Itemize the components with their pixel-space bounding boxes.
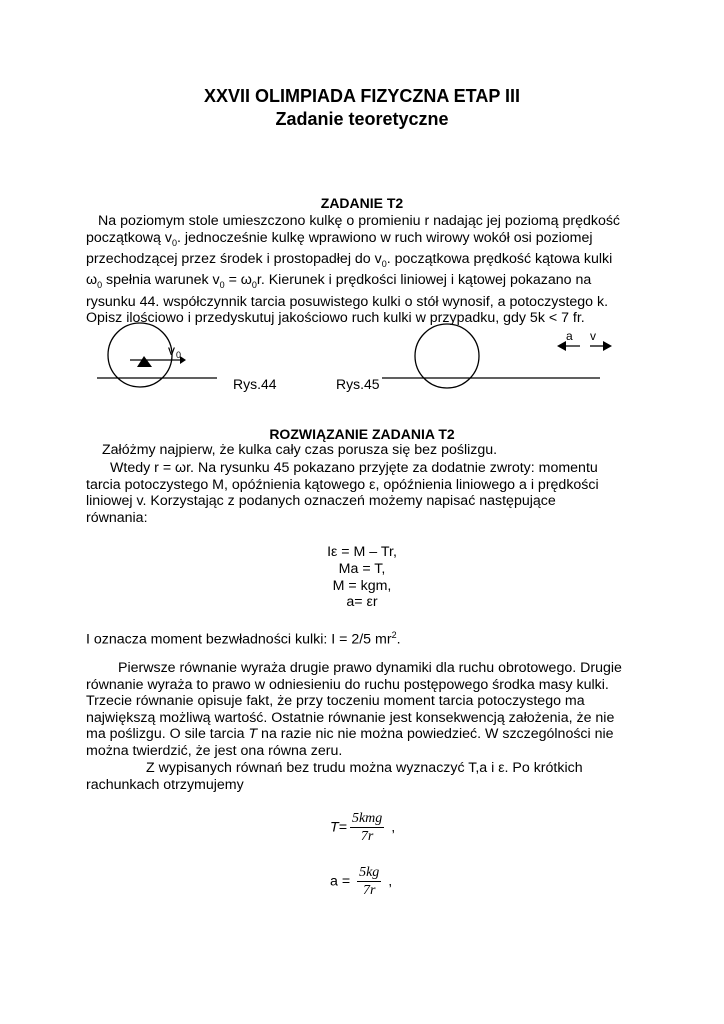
equations-block bbox=[0, 544, 724, 611]
figure-44-caption: Rys.44 bbox=[233, 376, 277, 392]
velocity-label-sub: 0 bbox=[176, 350, 182, 360]
task-line-6: Opisz ilościowo i przedyskutuj jakościowo ruch kulki w przypadku, gdy 5k < 7 fr. bbox=[86, 310, 585, 327]
solution-paragraph-3 bbox=[86, 660, 638, 760]
task-line-2: początkową $v_0$. jednocześnie kulkę wprawiono w ruch wirowy wokół osi poziomej bbox=[86, 229, 593, 248]
velocity-label-45: v bbox=[590, 329, 596, 343]
center-marker-triangle bbox=[137, 356, 152, 367]
p3-line-1: Pierwsze równanie wyraża drugie prawo dynamiki dla ruchu obrotowego. Drugie bbox=[118, 660, 622, 676]
task-line-4: $\omega_0$ spełnia warunek $v_0 = \omega_0r$. Kierunek i prędkości liniowej i kątowej pokazano na bbox=[86, 272, 592, 291]
solution-paragraph-2 bbox=[86, 460, 638, 526]
equation-1: Iε = M – Tr, bbox=[327, 544, 397, 560]
equation-2: Ma = T, bbox=[338, 560, 386, 577]
p3-line-2: równanie wyraża to prawo w odniesieniu do ruchu postępowego środka masy kulki. bbox=[86, 676, 609, 693]
velocity-arrowhead-45 bbox=[603, 341, 612, 351]
p3-line-4: największą możliwą wartość. Ostatnie równanie jest konsekwencją założenia, że nie bbox=[86, 709, 615, 726]
p2-line-4: równania: bbox=[86, 509, 148, 526]
solution-intro: Załóżmy najpierw, że kulka cały czas porusza się bez poślizgu. bbox=[102, 442, 498, 458]
p3-line-6: można twierdzić, że jest ona równa zeru. bbox=[86, 742, 343, 759]
task-line-1: Na poziomym stole umieszczono kulkę o promieniu r nadając jej poziomą prędkość bbox=[98, 213, 621, 229]
equation-3: M = kgm, bbox=[332, 577, 392, 594]
equation-4: a= εr bbox=[346, 594, 378, 611]
acceleration-label: a bbox=[566, 329, 573, 343]
p2-line-1: Wtedy r = ωr. Na rysunku 45 pokazano przyjęte za dodatnie zwroty: momentu bbox=[110, 460, 598, 476]
task-line-5: rysunku 44. współczynnik tarcia posuwistego kulki o stół wynosif, a potoczystego k. bbox=[86, 293, 609, 310]
velocity-label: v bbox=[168, 342, 175, 358]
solution-paragraph-4 bbox=[86, 760, 638, 793]
task-line-3: przechodzącej przez środek i prostopadłej do $v_0$. początkowa prędkość kątowa kulki bbox=[86, 251, 613, 269]
p3-line-3: Trzecie równanie opisuje fakt, że przy toczeniu moment tarcia potoczystego ma bbox=[86, 693, 585, 710]
result-T-formula: T= $\frac{\text{5kmg}}{7r}$ , bbox=[330, 811, 396, 844]
solution-heading: ROZWIĄZANIE ZADANIA T2 bbox=[269, 426, 455, 442]
acceleration-arrowhead bbox=[557, 341, 566, 351]
document-subtitle: Zadanie teoretyczne bbox=[275, 109, 449, 129]
document-title: XXVII OLIMPIADA FIZYCZNA ETAP III bbox=[203, 86, 521, 106]
moment-of-inertia-line: I oznacza moment bezwładności kulki: I = 2/5 $mr^2$. bbox=[86, 630, 401, 648]
p2-line-2: tarcia potoczystego M, opóźnienia kątowego ε, opóźnienia liniowego a i prędkości bbox=[86, 476, 599, 493]
p4-line-2: rachunkach otrzymujemy bbox=[86, 776, 244, 793]
result-a-formula: a = $\frac{5kg}{7r}$ , bbox=[330, 865, 393, 898]
task-paragraph bbox=[86, 213, 638, 327]
task-heading: ZADANIE T2 bbox=[320, 195, 404, 211]
figure-45-caption: Rys.45 bbox=[336, 376, 380, 392]
p2-line-3: liniowej v. Korzystając z podanych oznaczeń możemy napisać następujące bbox=[86, 493, 556, 510]
p3-line-5: ma poślizgu. O sile tarcia T na razie nic nie można powiedzieć. W szczególności nie bbox=[86, 726, 614, 743]
p4-line-1: Z wypisanych równań bez trudu można wyznaczyć T,a i ε. Po krótkich bbox=[146, 760, 583, 776]
